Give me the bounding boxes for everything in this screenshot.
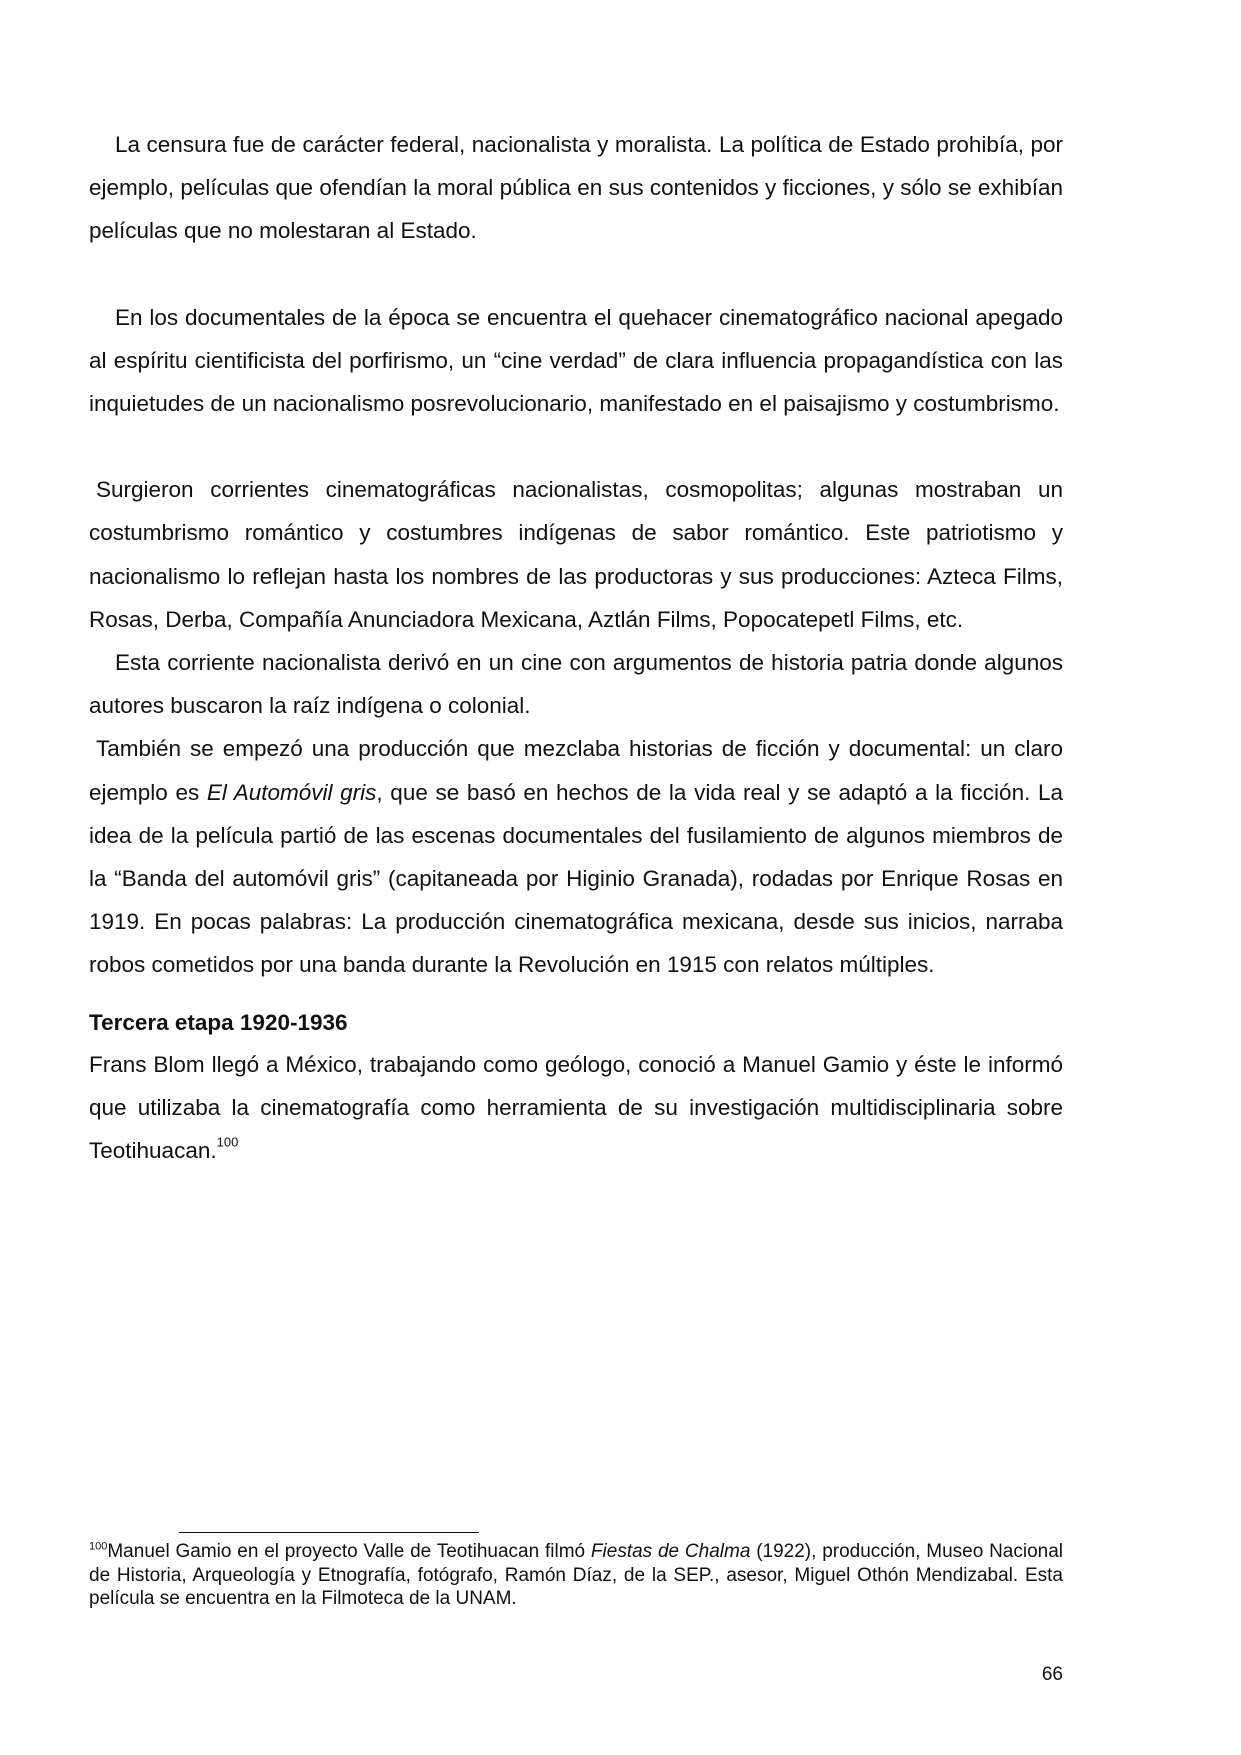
paragraph-gap [89, 425, 1063, 468]
paragraph-gap [89, 253, 1063, 296]
paragraph-frans-blom [89, 1043, 1063, 1173]
film-title: El Automóvil gris [206, 779, 377, 805]
paragraph-nacionalista: Esta corriente nacionalista derivó en un cine con argumentos de historia patria donde algunos autores buscaron la raíz indígena o colonial. [89, 650, 1063, 719]
paragraph-censura: La censura fue de carácter federal, nacionalista y moralista. La política de Estado prohibía, por ejemplo, películas que ofendían la moral pública en sus contenidos y ficciones, y sólo se exhibían películas que no molestaran al Estado. [89, 132, 1063, 244]
paragraph-documentales: En los documentales de la época se encuentra el quehacer cinematográfico nacional apegado al espíritu cientificista del porfirismo, un “cine verdad” de clara influencia propagandística con las inquietudes de un nacionalismo posrevolucionario, manifestado en el paisajismo y costumbrismo. [89, 304, 1063, 417]
footnote-separator [179, 1532, 479, 1533]
footnote [89, 1540, 1063, 1611]
footnote-text: Manuel Gamio en el proyecto Valle de Teotihuacan filmó [107, 1541, 591, 1562]
footnote-reference: 100 [216, 1134, 239, 1150]
page-number: 66 [1041, 1664, 1063, 1685]
paragraph-text: , que se basó en hechos de la vida real y se adaptó a la ficción. La idea de la película partió de las escenas documentales del fusilamiento de algunos miembros de la “Banda del automóvil gris” (capitaneada por Higinio Granada), rodadas por Enrique Rosas en 1919. En pocas palabras: La producción cinematográfica mexicana, desde sus inicios, narraba robos cometidos por una banda durante la Revolución en 1915 con relatos múltiples. [89, 779, 1064, 978]
paragraph-corrientes: Surgieron corrientes cinematográficas nacionalistas, cosmopolitas; algunas mostraban un costumbrismo romántico y costumbres indígenas de sabor romántico. Este patriotismo y nacionalismo lo reflejan hasta los nombres de las productoras y sus producciones: Azteca Films, Rosas, Derba, Compañía Anunciadora Mexicana, Aztlán Films, Popocatepetl Films, etc. [89, 477, 1063, 632]
paragraph-text: Frans Blom llegó a México, trabajando como geólogo, conoció a Manuel Gamio y éste le informó que utilizaba la cinematografía como herramienta de su investigación multidisciplinaria sobre Teotihuacan. [89, 1051, 1063, 1164]
footnote-text: (1922), producción, Museo Nacional de Historia, Arqueología y Etnografía, fotógrafo, Ramón Díaz, de la SEP., asesor, Miguel Othón Mendizabal. Esta película se encuentra en la Filmoteca de la UNAM. [89, 1541, 1064, 1609]
footnote-film-title: Fiestas de Chalma [590, 1541, 751, 1562]
section-heading: Tercera etapa 1920-1936 [89, 1009, 348, 1035]
body-text [89, 123, 1063, 1172]
paragraph-text: También se empezó una producción que mezclaba historias de ficción y documental: un claro ejemplo es [89, 736, 1063, 805]
footnote-number: 100 [89, 1540, 108, 1553]
paragraph-automovil-gris [89, 727, 1063, 986]
